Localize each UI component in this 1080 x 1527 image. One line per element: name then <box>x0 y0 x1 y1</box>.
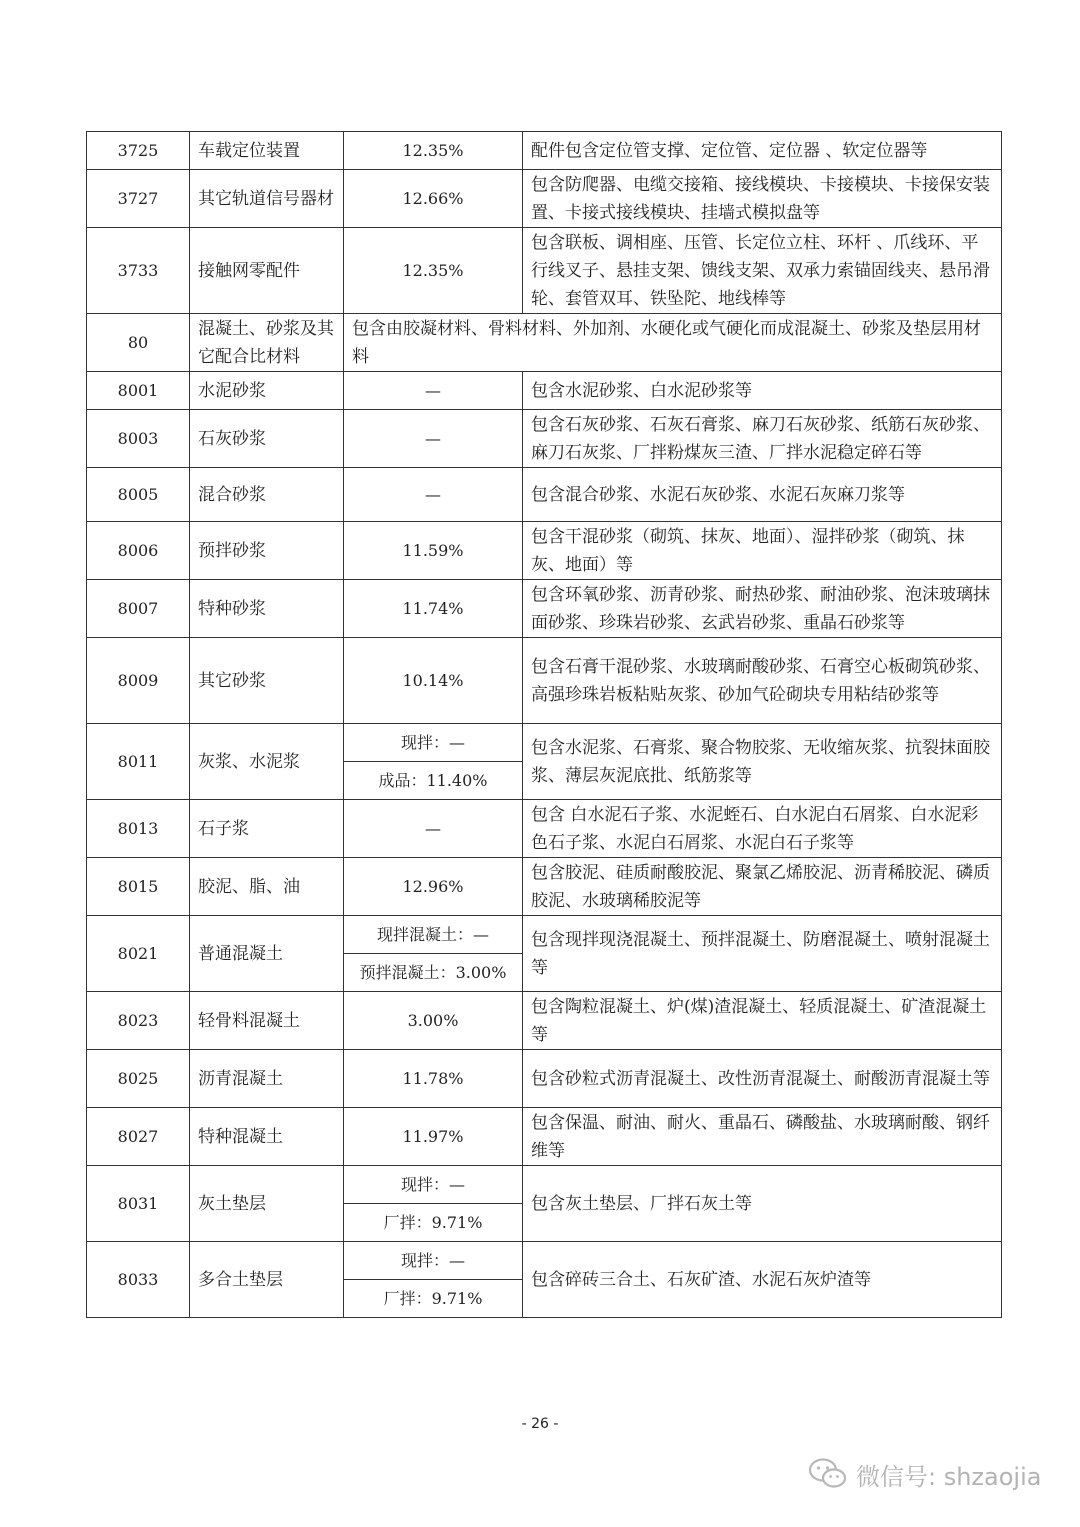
name-cell: 接触网零配件 <box>190 228 344 314</box>
name-cell: 车载定位装置 <box>190 132 344 170</box>
description-cell: 包含灰土垫层、厂拌石灰土等 <box>523 1166 1002 1242</box>
description-cell: 包含环氧砂浆、沥青砂浆、耐热砂浆、耐油砂浆、泡沫玻璃抹面砂浆、珍珠岩砂浆、玄武岩砂浆、重晶石砂浆等 <box>523 580 1002 638</box>
name-cell: 普通混凝土 <box>190 916 344 992</box>
name-cell: 沥青混凝土 <box>190 1050 344 1108</box>
rate-cell: 11.78% <box>344 1050 523 1108</box>
rate-cell: 12.35% <box>344 228 523 314</box>
rate-cell: — <box>344 372 523 410</box>
rate-cell: 10.14% <box>344 638 523 724</box>
name-cell: 石子浆 <box>190 800 344 858</box>
code-cell: 8003 <box>87 410 190 468</box>
rate-cell: 11.97% <box>344 1108 523 1166</box>
table-row <box>87 372 1002 410</box>
name-cell: 特种混凝土 <box>190 1108 344 1166</box>
rate-cell-plant-mixed: 厂拌：9.71% <box>344 1280 523 1318</box>
table-row <box>87 132 1002 170</box>
description-cell: 包含保温、耐油、耐火、重晶石、磷酸盐、水玻璃耐酸、钢纤维等 <box>523 1108 1002 1166</box>
rate-cell: — <box>344 468 523 522</box>
description-cell: 包含石膏干混砂浆、水玻璃耐酸砂浆、石膏空心板砌筑砂浆、高强珍珠岩板粘贴灰浆、砂加气砼砌块专用粘结砂浆等 <box>523 638 1002 724</box>
name-cell: 混凝土、砂浆及其它配合比材料 <box>190 314 344 372</box>
name-cell: 灰土垫层 <box>190 1166 344 1242</box>
description-cell: 包含干混砂浆（砌筑、抹灰、地面）、湿拌砂浆（砌筑、抹灰、地面）等 <box>523 522 1002 580</box>
rate-cell-ready-mixed: 预拌混凝土：3.00% <box>344 954 523 992</box>
table-row <box>87 580 1002 638</box>
category-description-cell: 包含由胶凝材料、骨料材料、外加剂、水硬化或气硬化而成混凝土、砂浆及垫层用材料 <box>344 314 1002 372</box>
name-cell: 灰浆、水泥浆 <box>190 724 344 800</box>
description-cell: 配件包含定位管支撑、定位管、定位器 、软定位器等 <box>523 132 1002 170</box>
code-cell: 80 <box>87 314 190 372</box>
rate-cell: 3.00% <box>344 992 523 1050</box>
rate-cell-site-mixed: 现拌混凝土：— <box>344 916 523 954</box>
table-row <box>87 916 1002 954</box>
name-cell: 混合砂浆 <box>190 468 344 522</box>
wechat-watermark <box>808 1450 1041 1498</box>
code-cell: 8005 <box>87 468 190 522</box>
table-row <box>87 858 1002 916</box>
rate-cell-plant-mixed: 厂拌：9.71% <box>344 1204 523 1242</box>
table-row <box>87 522 1002 580</box>
code-cell: 8006 <box>87 522 190 580</box>
description-cell: 包含 白水泥石子浆、水泥蛭石、白水泥白石屑浆、白水泥彩色石子浆、水泥白石屑浆、水泥白石子浆等 <box>523 800 1002 858</box>
table-row <box>87 1242 1002 1280</box>
name-cell: 其它砂浆 <box>190 638 344 724</box>
description-cell: 包含防爬器、电缆交接箱、接线模块、卡接模块、卡接保安装置、卡接式接线模块、挂墙式模拟盘等 <box>523 170 1002 228</box>
name-cell: 其它轨道信号器材 <box>190 170 344 228</box>
description-cell: 包含水泥浆、石膏浆、聚合物胶浆、无收缩灰浆、抗裂抹面胶浆、薄层灰泥底批、纸筋浆等 <box>523 724 1002 800</box>
code-cell: 8015 <box>87 858 190 916</box>
code-cell: 8013 <box>87 800 190 858</box>
description-cell: 包含现拌现浇混凝土、预拌混凝土、防磨混凝土、喷射混凝土等 <box>523 916 1002 992</box>
table-row <box>87 1166 1002 1204</box>
price-table <box>86 131 1002 1318</box>
table-row <box>87 1108 1002 1166</box>
description-cell: 包含陶粒混凝土、炉(煤)渣混凝土、轻质混凝土、矿渣混凝土等 <box>523 992 1002 1050</box>
description-cell: 包含砂粒式沥青混凝土、改性沥青混凝土、耐酸沥青混凝土等 <box>523 1050 1002 1108</box>
name-cell: 胶泥、脂、油 <box>190 858 344 916</box>
code-cell: 3725 <box>87 132 190 170</box>
category-row <box>87 314 1002 372</box>
code-cell: 8007 <box>87 580 190 638</box>
rate-cell: 11.74% <box>344 580 523 638</box>
description-cell: 包含石灰砂浆、石灰石膏浆、麻刀石灰砂浆、纸筋石灰砂浆、麻刀石灰浆、厂拌粉煤灰三渣、厂拌水泥稳定碎石等 <box>523 410 1002 468</box>
name-cell: 水泥砂浆 <box>190 372 344 410</box>
code-cell: 3733 <box>87 228 190 314</box>
rate-cell-site-mixed: 现拌：— <box>344 1242 523 1280</box>
rate-cell-site-mixed: 现拌：— <box>344 1166 523 1204</box>
rate-cell: 12.96% <box>344 858 523 916</box>
name-cell: 多合土垫层 <box>190 1242 344 1318</box>
code-cell: 8023 <box>87 992 190 1050</box>
table-row <box>87 170 1002 228</box>
page-number: - 26 - <box>521 1416 559 1432</box>
rate-cell: 12.35% <box>344 132 523 170</box>
name-cell: 石灰砂浆 <box>190 410 344 468</box>
name-cell: 特种砂浆 <box>190 580 344 638</box>
code-cell: 8011 <box>87 724 190 800</box>
table-row <box>87 1050 1002 1108</box>
name-cell: 轻骨料混凝土 <box>190 992 344 1050</box>
rate-cell: — <box>344 410 523 468</box>
wechat-icon <box>808 1457 848 1491</box>
description-cell: 包含混合砂浆、水泥石灰砂浆、水泥石灰麻刀浆等 <box>523 468 1002 522</box>
description-cell: 包含胶泥、硅质耐酸胶泥、聚氯乙烯胶泥、沥青稀胶泥、磷质胶泥、水玻璃稀胶泥等 <box>523 858 1002 916</box>
code-cell: 8025 <box>87 1050 190 1108</box>
description-cell: 包含碎砖三合土、石灰矿渣、水泥石灰炉渣等 <box>523 1242 1002 1318</box>
description-cell: 包含水泥砂浆、白水泥砂浆等 <box>523 372 1002 410</box>
rate-cell: 12.66% <box>344 170 523 228</box>
code-cell: 8021 <box>87 916 190 992</box>
rate-cell: 11.59% <box>344 522 523 580</box>
rate-cell-finished: 成品：11.40% <box>344 762 523 800</box>
code-cell: 8031 <box>87 1166 190 1242</box>
table-row <box>87 410 1002 468</box>
code-cell: 8009 <box>87 638 190 724</box>
table-row <box>87 992 1002 1050</box>
rate-cell: — <box>344 800 523 858</box>
code-cell: 8033 <box>87 1242 190 1318</box>
name-cell: 预拌砂浆 <box>190 522 344 580</box>
table-row <box>87 800 1002 858</box>
watermark-text: 微信号: shzaojia <box>856 1462 1042 1491</box>
code-cell: 8027 <box>87 1108 190 1166</box>
rate-cell-site-mixed: 现拌：— <box>344 724 523 762</box>
table-row <box>87 228 1002 314</box>
description-cell: 包含联板、调相座、压管、长定位立柱、环杆 、爪线环、平行线叉子、悬挂支架、馈线支架、双承力索锚固线夹、悬吊滑轮、套管双耳、铁坠陀、地线棒等 <box>523 228 1002 314</box>
table-row <box>87 638 1002 724</box>
code-cell: 3727 <box>87 170 190 228</box>
table-row <box>87 468 1002 522</box>
table-row <box>87 724 1002 762</box>
code-cell: 8001 <box>87 372 190 410</box>
